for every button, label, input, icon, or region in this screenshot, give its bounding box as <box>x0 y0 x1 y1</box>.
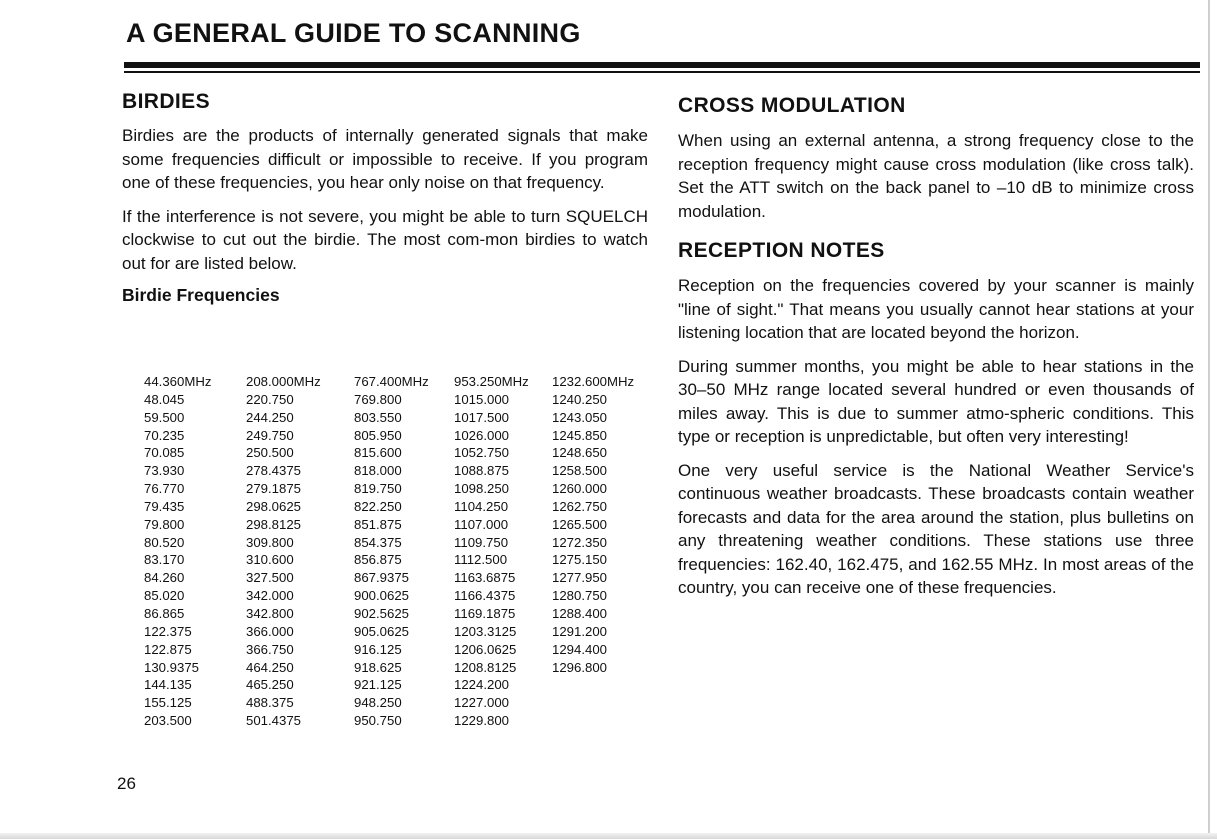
frequency-value: 220.750 <box>246 391 294 407</box>
frequency-value: 144.135 <box>144 677 192 693</box>
frequency-value: 805.950 <box>354 427 402 443</box>
frequency-value: 921.125 <box>354 677 402 693</box>
frequency-value: 1275.150 <box>552 552 608 568</box>
frequency-value: 79.800 <box>144 516 185 532</box>
frequency-value: 1098.250 <box>454 481 510 497</box>
frequency-value: 900.0625 <box>354 588 410 604</box>
frequency-value: 902.5625 <box>354 605 410 621</box>
cross-modulation-paragraph: When using an external antenna, a strong frequency close to the reception frequency might cause cross modulation (like cross talk). Set the ATT switch on the back panel to –10 dB to minimize cross modulation. <box>678 131 1194 221</box>
title-rule-thick <box>124 62 1200 68</box>
frequency-value: 1296.800 <box>552 659 608 675</box>
frequency-value: 1272.350 <box>552 534 608 550</box>
frequency-value: 1291.200 <box>552 623 608 639</box>
frequency-column <box>246 373 354 730</box>
frequency-value: 905.0625 <box>354 623 410 639</box>
frequency-value: 488.375 <box>246 695 294 711</box>
frequency-value: 1265.500 <box>552 516 608 532</box>
frequency-value: 44.360MHz <box>144 374 212 389</box>
frequency-value: 1104.250 <box>454 498 509 514</box>
frequency-value: 70.235 <box>144 427 185 443</box>
frequency-value: 769.800 <box>354 391 402 407</box>
frequency-value: 822.250 <box>354 498 402 514</box>
frequency-value: 1243.050 <box>552 409 608 425</box>
frequency-value: 1277.950 <box>552 570 608 586</box>
title-rule-thin <box>124 71 1200 73</box>
frequency-value: 767.400MHz <box>354 374 429 389</box>
birdies-paragraph-2: If the interference is not severe, you might be able to turn SQUELCH clockwise to cut out the birdie. The most com-mon birdies to watch out for are listed below. <box>122 206 648 273</box>
frequency-value: 851.875 <box>354 516 402 532</box>
frequency-value: 1017.500 <box>454 409 510 425</box>
reception-notes-paragraph-3: One very useful service is the National Weather Service's continuous weather broadcasts. These broadcasts contain weather forecasts and data for the area around the station, plus bulletins on any threatening weather conditions. These stations use three frequencies: 162.40, 162.475, and 162.55 MHz. In most areas of the country, you can receive one of these frequencies. <box>678 460 1194 597</box>
frequency-value: 208.000MHz <box>246 374 321 389</box>
frequency-value: 815.600 <box>354 445 402 461</box>
frequency-value: 73.930 <box>144 463 185 479</box>
frequency-value: 244.250 <box>246 409 294 425</box>
frequency-value: 298.8125 <box>246 516 302 532</box>
frequency-value: 1288.400 <box>552 605 608 621</box>
frequency-value: 1166.4375 <box>454 588 516 604</box>
frequency-value: 70.085 <box>144 445 185 461</box>
frequency-value: 155.125 <box>144 695 192 711</box>
frequency-value: 76.770 <box>144 481 185 497</box>
frequency-value: 342.000 <box>246 588 294 604</box>
frequency-value: 1163.6875 <box>454 570 516 586</box>
frequency-value: 465.250 <box>246 677 294 693</box>
frequency-column <box>354 373 454 730</box>
frequency-column <box>144 373 246 730</box>
birdies-heading: BIRDIES <box>122 90 210 113</box>
frequency-value: 122.875 <box>144 641 192 657</box>
frequency-value: 867.9375 <box>354 570 410 586</box>
frequency-value: 83.170 <box>144 552 185 568</box>
frequency-value: 856.875 <box>354 552 402 568</box>
frequency-value: 366.750 <box>246 641 294 657</box>
frequency-value: 86.865 <box>144 605 185 621</box>
frequency-value: 59.500 <box>144 409 185 425</box>
frequency-value: 327.500 <box>246 570 294 586</box>
frequency-value: 310.600 <box>246 552 294 568</box>
frequency-value: 803.550 <box>354 409 402 425</box>
frequency-value: 298.0625 <box>246 498 302 514</box>
frequency-value: 1206.0625 <box>454 641 517 657</box>
frequency-value: 1203.3125 <box>454 623 517 639</box>
page-title: A GENERAL GUIDE TO SCANNING <box>126 18 581 48</box>
frequency-value: 278.4375 <box>246 463 302 479</box>
frequency-value: 250.500 <box>246 445 294 461</box>
frequency-value: 1107.000 <box>454 516 509 532</box>
frequency-value: 84.260 <box>144 570 185 586</box>
reception-notes-paragraph-2: During summer months, you might be able to hear stations in the 30–50 MHz range located several hundred or even thousands of miles away. This is due to summer atmo-spheric conditions. This type or reception is unpredictable, but often very interesting! <box>678 356 1194 446</box>
frequency-value: 1232.600MHz <box>552 374 635 389</box>
frequency-value: 819.750 <box>354 481 402 497</box>
frequency-value: 1294.400 <box>552 641 608 657</box>
frequency-value: 950.750 <box>354 713 402 729</box>
frequency-value: 953.250MHz <box>454 374 529 389</box>
frequency-value: 1240.250 <box>552 391 608 407</box>
frequency-value: 79.435 <box>144 498 185 514</box>
frequency-value: 203.500 <box>144 713 192 729</box>
frequency-value: 1088.875 <box>454 463 510 479</box>
frequency-value: 80.520 <box>144 534 185 550</box>
frequency-value: 854.375 <box>354 534 402 550</box>
frequency-value: 1229.800 <box>454 713 510 729</box>
frequency-value: 1258.500 <box>552 463 608 479</box>
frequency-value: 1052.750 <box>454 445 510 461</box>
frequency-value: 1262.750 <box>552 498 608 514</box>
page-edge <box>1208 0 1210 839</box>
frequency-value: 918.625 <box>354 659 402 675</box>
reception-notes-paragraph-1: Reception on the frequencies covered by your scanner is mainly "line of sight." That means you usually cannot hear stations at your listening location that are located beyond the horizon. <box>678 276 1194 342</box>
frequency-value: 1026.000 <box>454 427 510 443</box>
frequency-value: 1224.200 <box>454 677 510 693</box>
frequency-value: 1208.8125 <box>454 659 517 675</box>
frequency-value: 366.000 <box>246 623 294 639</box>
frequency-value: 279.1875 <box>246 481 302 497</box>
frequency-value: 1280.750 <box>552 588 608 604</box>
frequency-value: 1260.000 <box>552 481 608 497</box>
frequency-value: 1109.750 <box>454 534 509 550</box>
frequency-value: 85.020 <box>144 588 185 604</box>
page-number: 26 <box>117 774 136 793</box>
frequency-value: 342.800 <box>246 605 294 621</box>
reception-notes-heading: RECEPTION NOTES <box>678 239 885 262</box>
left-column <box>122 90 648 306</box>
birdie-frequencies-heading: Birdie Frequencies <box>122 285 280 305</box>
frequency-value: 1248.650 <box>552 445 608 461</box>
frequency-value: 309.800 <box>246 534 294 550</box>
frequency-value: 1112.500 <box>454 552 508 568</box>
frequency-column <box>454 373 552 730</box>
frequency-value: 48.045 <box>144 391 185 407</box>
frequency-value: 501.4375 <box>246 713 302 729</box>
frequency-value: 818.000 <box>354 463 402 479</box>
birdies-paragraph-1: Birdies are the products of internally generated signals that make some frequencies difficult or impossible to receive. If you program one of these frequencies, you hear only noise on that frequency. <box>122 126 648 192</box>
frequency-value: 1245.850 <box>552 427 608 443</box>
frequency-value: 464.250 <box>246 659 294 675</box>
cross-modulation-heading: CROSS MODULATION <box>678 94 906 117</box>
frequency-value: 1227.000 <box>454 695 510 711</box>
right-column <box>678 94 1194 610</box>
frequency-value: 1015.000 <box>454 391 510 407</box>
frequency-value: 916.125 <box>354 641 402 657</box>
frequency-value: 1169.1875 <box>454 605 516 621</box>
frequency-value: 948.250 <box>354 695 402 711</box>
page-bottom-shadow <box>0 833 1217 839</box>
frequency-value: 130.9375 <box>144 659 200 675</box>
birdie-frequency-table <box>144 373 652 730</box>
frequency-column <box>552 373 652 730</box>
frequency-value: 249.750 <box>246 427 294 443</box>
frequency-value: 122.375 <box>144 623 192 639</box>
